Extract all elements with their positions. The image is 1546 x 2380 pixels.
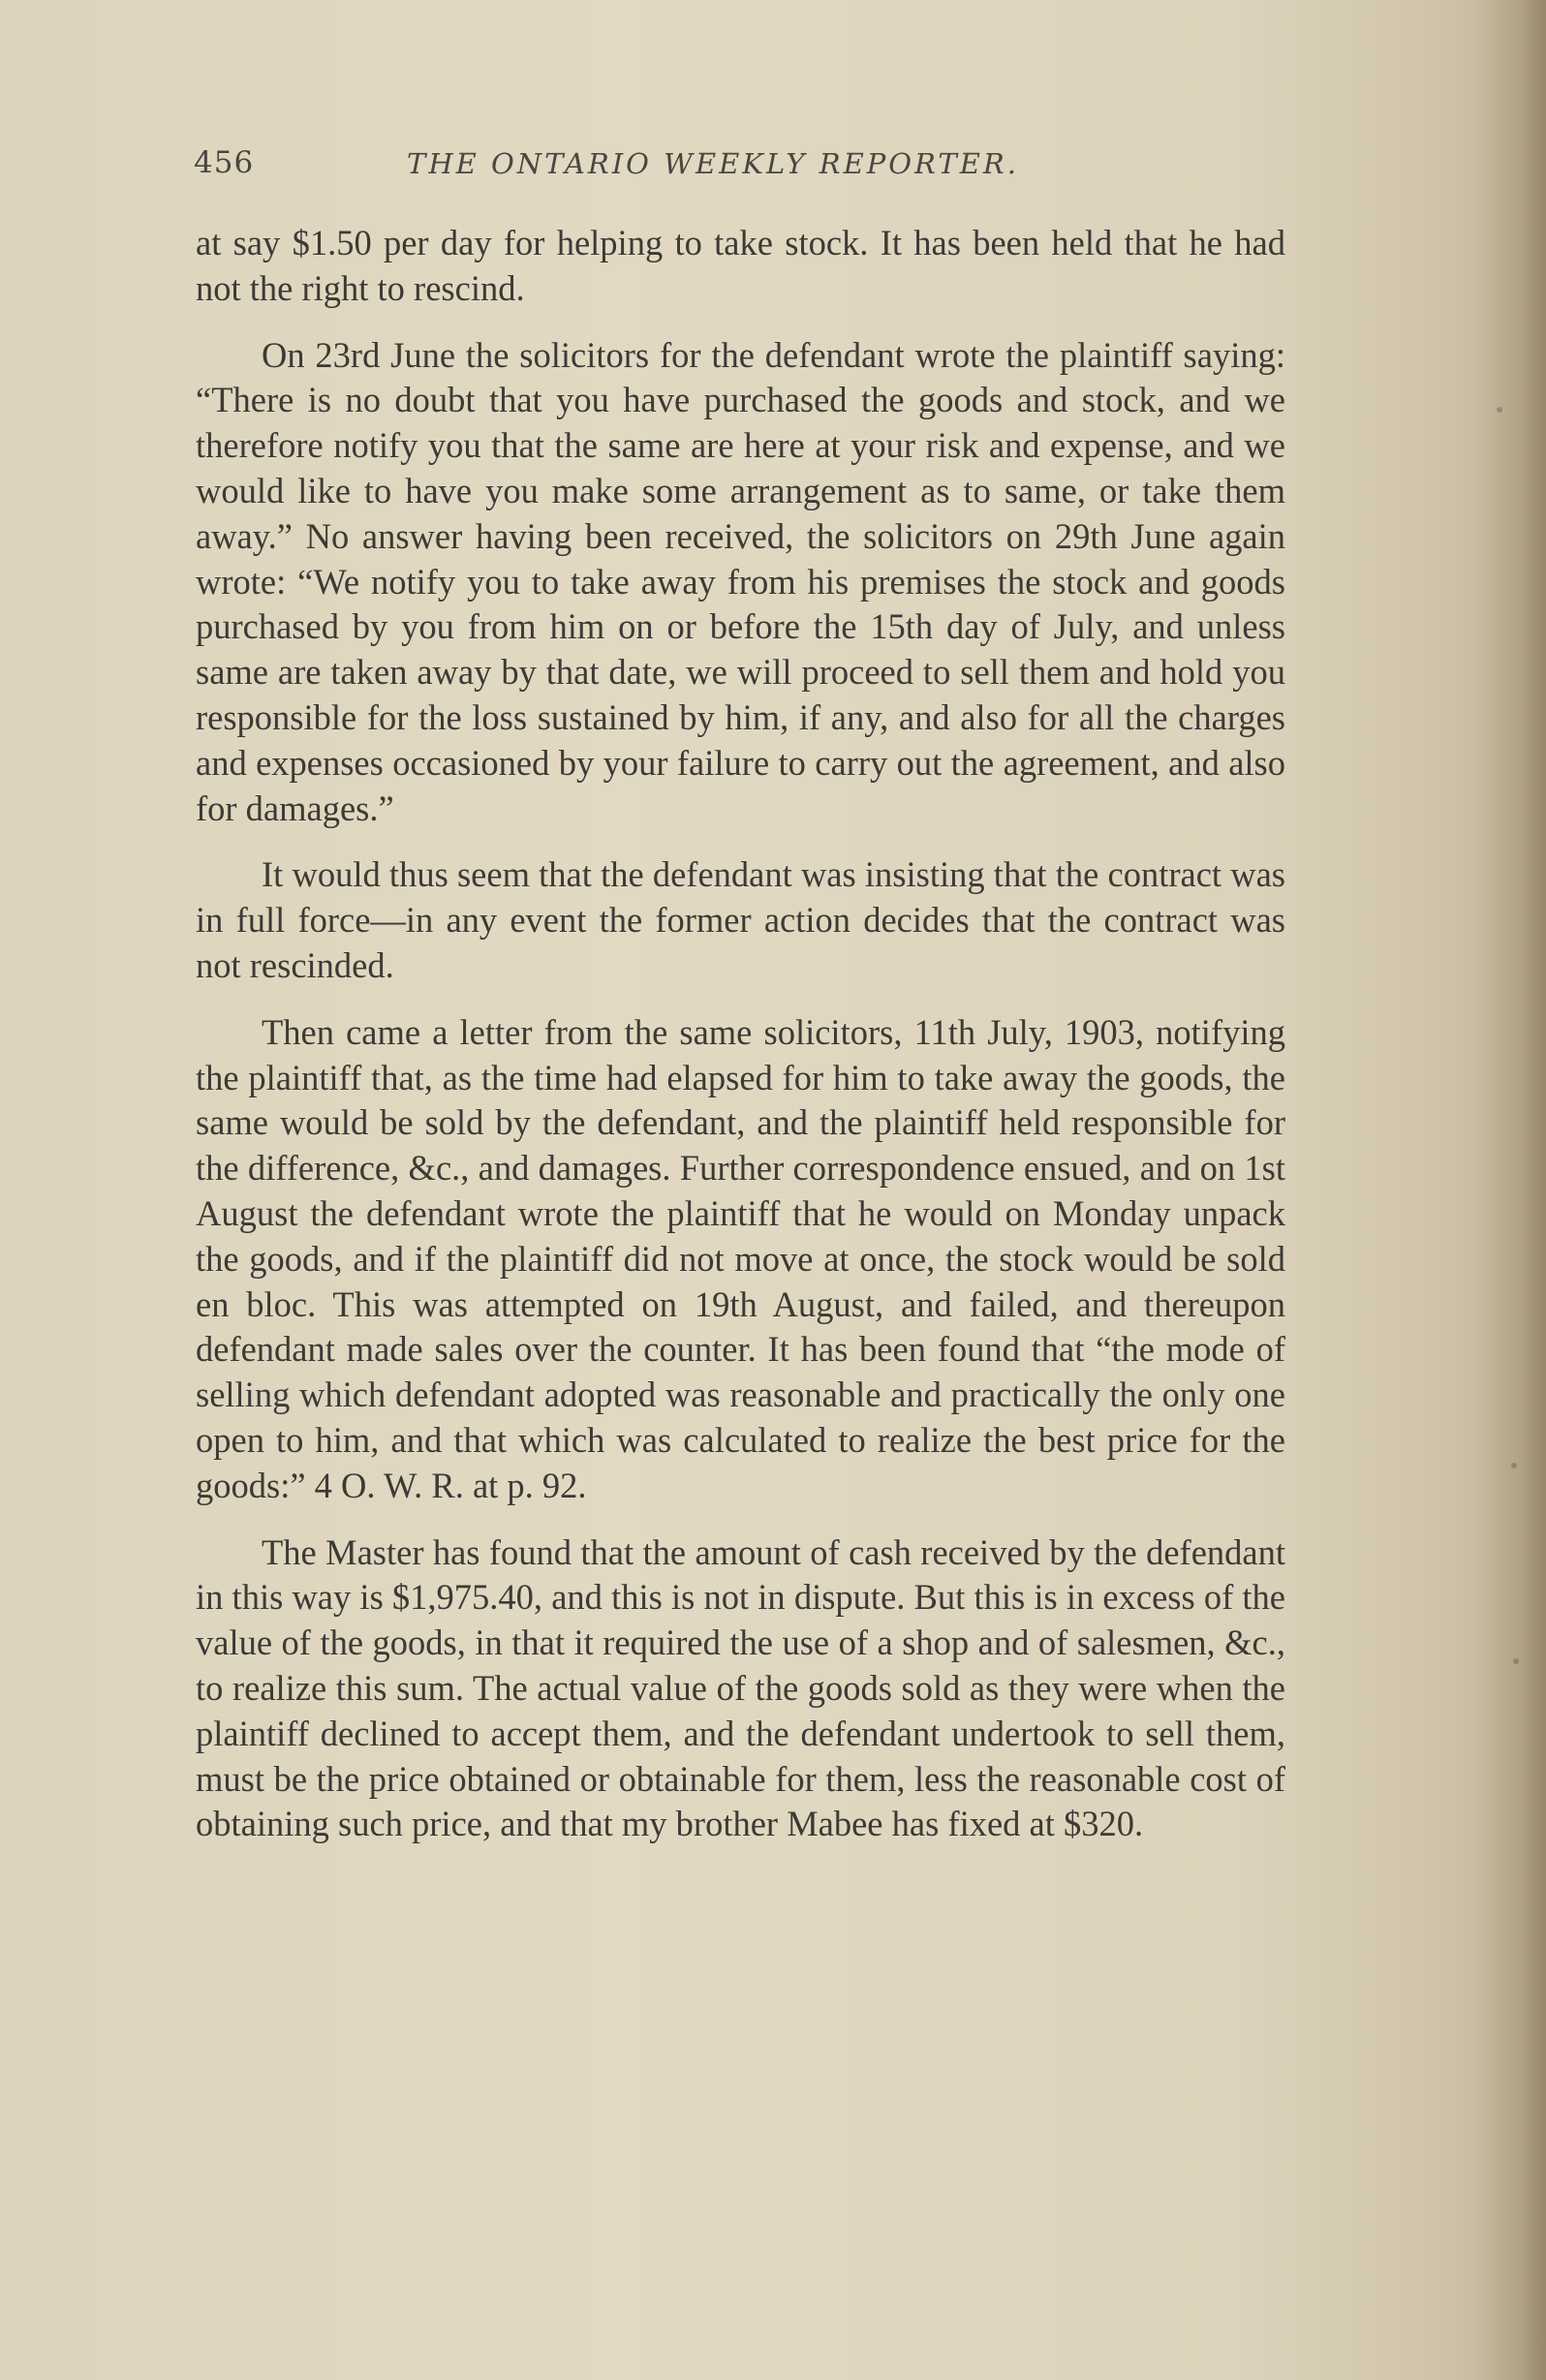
paper-speck xyxy=(1513,1658,1519,1664)
paragraph-5: The Master has found that the amount of cash received by the defendant in this way is $1,975.40, and this is not in dispute. But this is in excess of the value of the goods, in that it required the use of a shop and of salesmen, &c., to realize this sum. The actual value of the goods sold as they were when the plaintiff declined to accept them, and the defendant undertook to sell them, must be the price obtained or obtainable for them, less the reasonable cost of obtaining such price, and that my brother Mabee has fixed at $320. xyxy=(196,1531,1285,1844)
page-number: 456 xyxy=(194,145,255,180)
body-text xyxy=(196,221,1285,1869)
page-header xyxy=(194,145,1279,194)
running-title: THE ONTARIO WEEKLY REPORTER. xyxy=(407,147,1019,180)
paragraph-4: Then came a letter from the same solicitors, 11th July, 1903, notifying the plaintiff that, as the time had elapsed for him to take away the goods, the same would be sold by the defendant, and the plaintiff held responsible for the difference, &c., and damages. Further correspondence ensued, and on 1st August the defendant wrote the plaintiff that he would on Monday unpack the goods, and if the plaintiff did not move at once, the stock would be sold en bloc. This was attempted on 19th August, and failed, and thereupon defendant made sales over the counter. It has been found that “the mode of selling which defendant adopted was reasonable and practically the only one open to him, and that which was calculated to realize the best price for the goods:” 4 O. W. R. at p. 92. xyxy=(196,1011,1285,1505)
paragraph-1: at say $1.50 per day for helping to take stock. It has been held that he had not the right to rescind. xyxy=(196,223,1285,308)
paper-speck xyxy=(1497,407,1502,413)
page-edge-shadow xyxy=(1478,0,1546,2380)
paper-speck xyxy=(1511,1463,1517,1468)
paragraph-2: On 23rd June the solicitors for the defendant wrote the plaintiff saying: “There is no doubt that you have purchased the goods and stock, and we therefore notify you that the same are here at your risk and expense, and we would like to have you make some arrangement as to same, or take them away.” No answer having been received, the solicitors on 29th June again wrote: “We notify you to take away from his premises the stock and goods purchased by you from him on or before the 15th day of July, and unless same are taken away by that date, we will proceed to sell them and hold you responsible for the loss sustained by him, if any, and also for all the charges and expenses occasioned by your failure to carry out the agreement, and also for damages.” xyxy=(196,334,1285,828)
paragraph-3: It would thus seem that the defendant was insisting that the contract was in full force—in any event the former action decides that the contract was not rescinded. xyxy=(196,854,1285,985)
